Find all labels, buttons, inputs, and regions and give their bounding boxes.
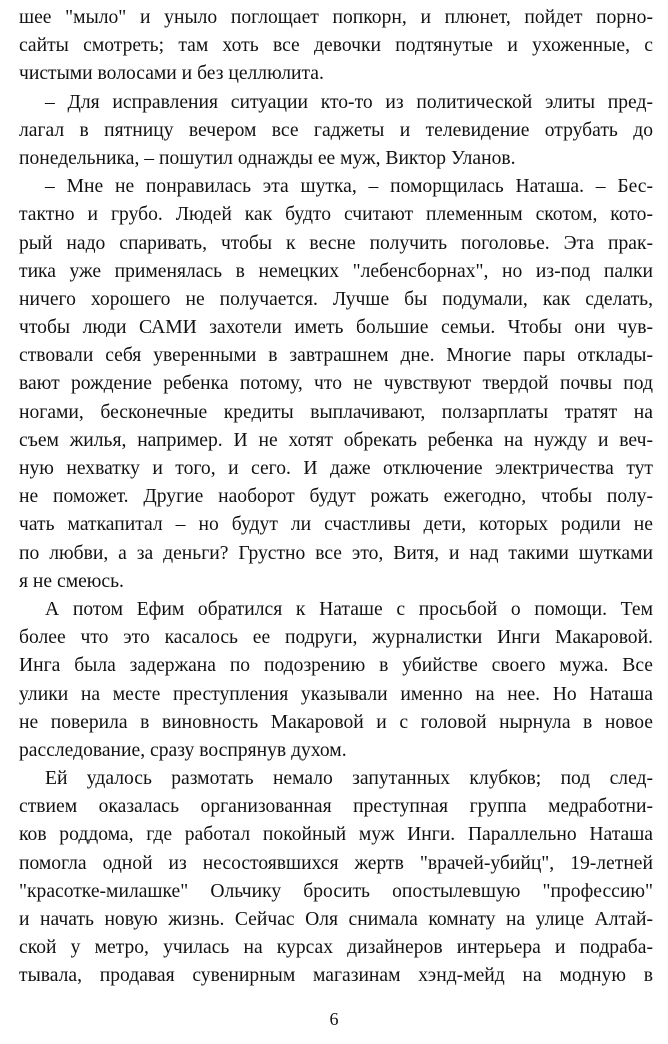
paragraph	[19, 89, 653, 174]
text-line: – Мне не понравилась эта шутка, – поморщилась Наташа. – Бес-	[45, 176, 653, 198]
text-line: расследование, сразу воспрянув духом.	[19, 739, 347, 761]
text-line: сайты смотреть; там хоть все девочки подтянутые и ухоженные, с	[19, 35, 653, 57]
text-line: – Для исправления ситуации кто-то из политической элиты пред-	[45, 91, 653, 113]
text-line: рый надо спаривать, чтобы к весне получить поголовье. Эта прак-	[19, 232, 653, 254]
paragraph	[19, 596, 653, 765]
text-line: не поможет. Другие наоборот будут рожать ежегодно, чтобы полу-	[19, 486, 653, 508]
text-line: вают рождение ребенка потому, что не чувствуют твердой почвы под	[19, 373, 653, 395]
text-line: Инга была задержана по подозрению в убийстве своего мужа. Все	[19, 655, 653, 677]
paragraph	[19, 765, 653, 991]
text-line: ную нехватку и того, и сего. И даже отключение электричества тут	[19, 458, 653, 479]
paragraph	[19, 173, 653, 596]
text-line: чистыми волосами и без целлюлита.	[19, 63, 324, 85]
text-line: более что это касалось ее подруги, журналистки Инги Макаровой.	[19, 627, 653, 649]
text-line: чтобы люди САМИ захотели иметь большие семьи. Чтобы они чув-	[19, 317, 653, 339]
text-line: Ей удалось размотать немало запутанных клубков; под след-	[45, 768, 653, 790]
text-line: тывала, продавая сувенирным магазинам хэнд-мейд на модную в	[19, 965, 653, 987]
text-line: ков роддома, где работал покойный муж Инги. Параллельно Наташа	[19, 824, 653, 846]
text-line: ствовали себя уверенными в завтрашнем дне. Многие пары отклады-	[19, 345, 653, 367]
document-page	[19, 4, 653, 991]
text-line: А потом Ефим обратился к Наташе с просьбой о помощи. Тем	[45, 598, 653, 620]
text-line: ногами, бесконечные кредиты выплачивают, ползарплаты тратят на	[19, 401, 653, 423]
text-line: помогла одной из несостоявшихся жертв "врачей-убийц", 19-летней	[19, 852, 653, 874]
text-line: съем жилья, например. И не хотят обрекать ребенка на нужду и веч-	[19, 429, 653, 451]
text-line: понедельника, – пошутил однажды ее муж, Виктор Уланов.	[19, 147, 516, 169]
paragraph	[19, 4, 653, 89]
text-line: "красотке-милашке" Ольчику бросить опостылевшую "профессию"	[19, 880, 653, 902]
text-line: улики на месте преступления указывали именно на нее. Но Наташа	[19, 683, 653, 705]
text-line: тактно и грубо. Людей как будто считают племенным скотом, кото-	[19, 204, 653, 226]
text-line: и начать новую жизнь. Сейчас Оля снимала комнату на улице Алтай-	[19, 909, 653, 930]
text-line: ничего хорошего не получается. Лучше бы подумали, как сделать,	[19, 288, 653, 310]
text-line: ствием оказалась организованная преступная группа медработни-	[19, 796, 653, 818]
text-line: по любви, а за деньги? Грустно все это, Витя, и над такими шутками	[19, 542, 653, 564]
text-line: не поверила в виновность Макаровой и с головой нырнула в новое	[19, 711, 653, 733]
text-line: чать маткапитал – но будут ли счастливы дети, которых родили не	[19, 514, 653, 536]
text-line: я не смеюсь.	[19, 570, 124, 592]
text-line: лагал в пятницу вечером все гаджеты и телевидение отрубать до	[19, 119, 653, 141]
text-line: ской у метро, училась на курсах дизайнеров интерьера и подрабa-	[19, 937, 653, 959]
text-line: тика уже применялась в немецких "лебенсборнах", но из-под палки	[19, 260, 653, 282]
text-line: шее "мыло" и уныло поглощает попкорн, и плюнет, пойдет порно-	[19, 7, 653, 28]
page-number: 6	[329, 1009, 339, 1029]
